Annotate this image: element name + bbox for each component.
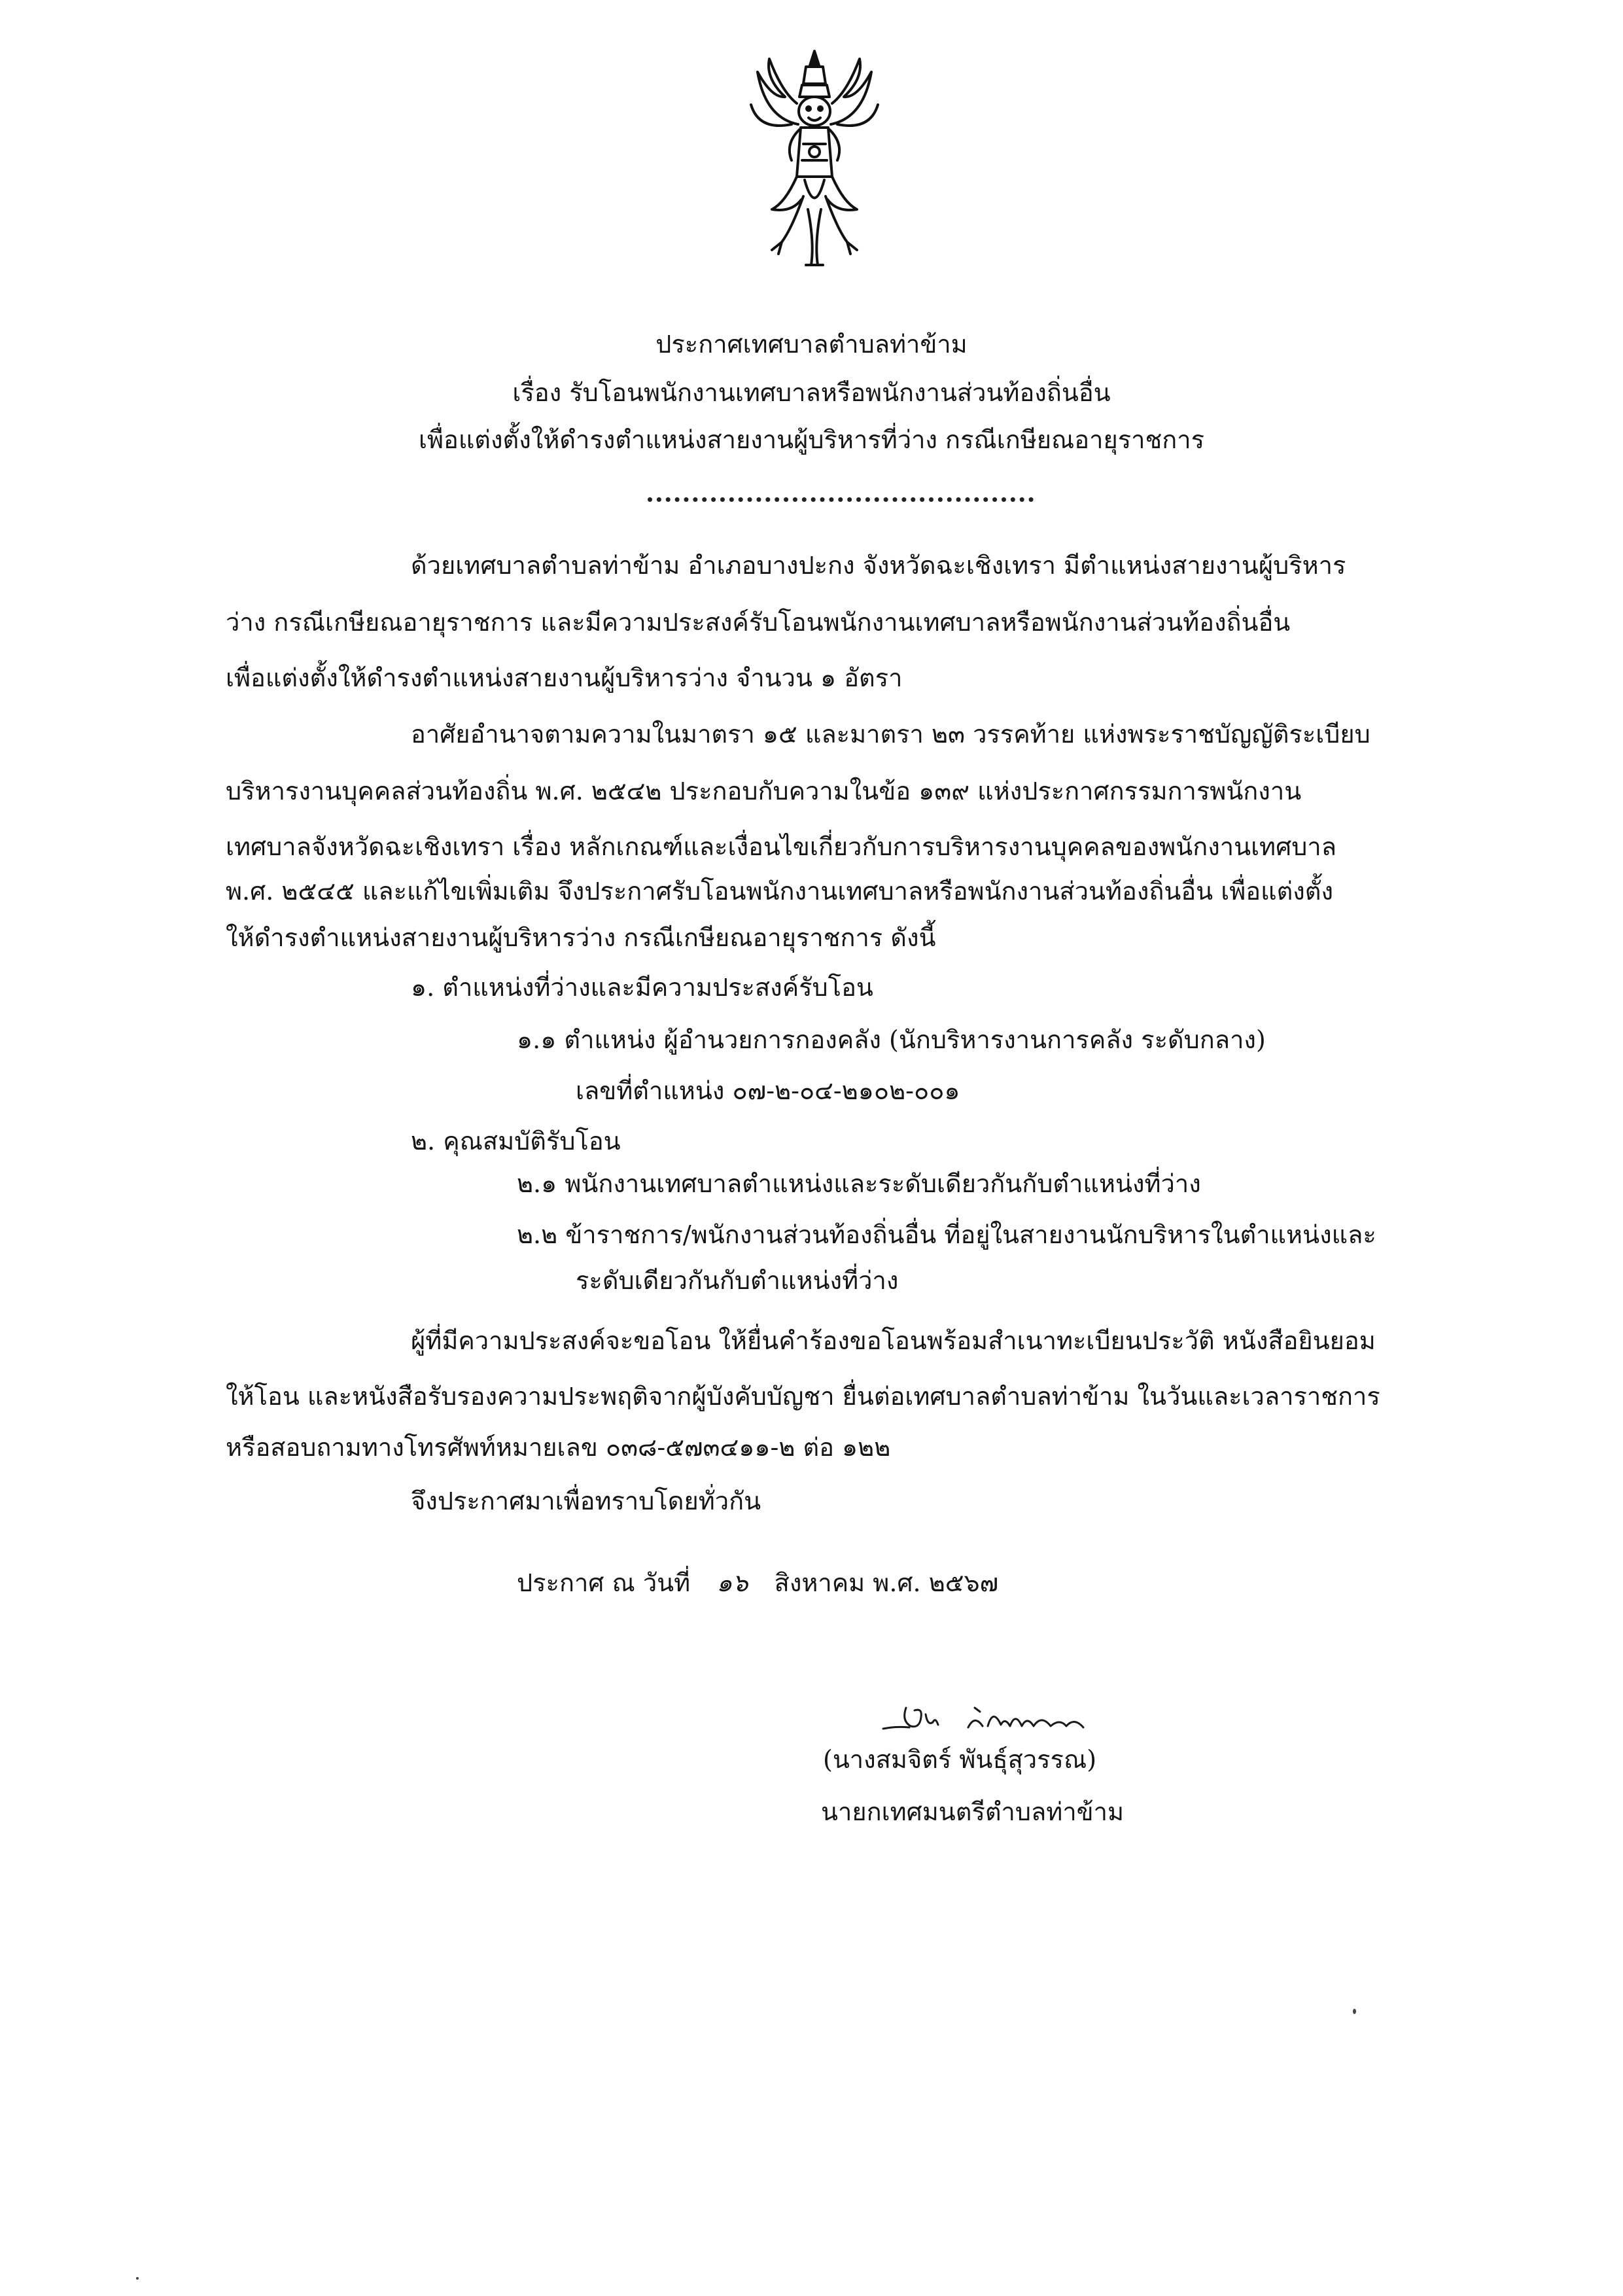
date-line [517,1564,998,1602]
para2-line-5: ให้ดำรงตำแหน่งสายงานผู้บริหารว่าง กรณีเกษียณอายุราชการ ดังนี้ [226,923,936,952]
item-1: ๑. ตำแหน่งที่ว่างและมีความประสงค์รับโอน [411,973,873,1002]
garuda-emblem-icon [746,46,883,281]
signatory-position: นายกเทศมนตรีตำบลท่าข้าม [821,1797,1125,1826]
item-2: ๒. คุณสมบัติรับโอน [411,1127,621,1156]
scan-speck [136,2277,139,2280]
para1-line-2: ว่าง กรณีเกษียณอายุราชการ และมีความประสงค์รับโอนพนักงานเทศบาลหรือพนักงานส่วนท้องถิ่นอื่น [226,608,1291,637]
para2-line-1: อาศัยอำนาจตามความในมาตรา ๑๕ และมาตรา ๒๓ วรรคท้าย แห่งพระราชบัญญัติระเบียบ [411,720,1370,749]
subject-line-2: เพื่อแต่งตั้งให้ดำรงตำแหน่งสายงานผู้บริหารที่ว่าง กรณีเกษียณอายุราชการ [418,425,1205,454]
date-day-handwritten: ๑๖ [716,1568,748,1597]
handwritten-signature [870,1688,1132,1747]
signatory-name: (นางสมจิตร์ พันธุ์สุวรรณ) [823,1745,1097,1774]
date-prefix: ประกาศ ณ วันที่ [517,1568,691,1597]
subject-line-1: เรื่อง รับโอนพนักงานเทศบาลหรือพนักงานส่วนท้องถิ่นอื่น [512,378,1111,407]
para1-line-1: ด้วยเทศบาลตำบลท่าข้าม อำเภอบางปะกง จังหวัดฉะเชิงเทรา มีตำแหน่งสายงานผู้บริหาร [411,551,1346,580]
announcement-title: ประกาศเทศบาลตำบลท่าข้าม [655,330,968,359]
scan-speck [1353,2009,1356,2014]
item-2-2-continued: ระดับเดียวกันกับตำแหน่งที่ว่าง [576,1266,899,1295]
para3-line-3: หรือสอบถามทางโทรศัพท์หมายเลข ๐๓๘-๕๗๓๔๑๑-๒ ต่อ ๑๒๒ [226,1433,891,1462]
item-1-1: ๑.๑ ตำแหน่ง ผู้อำนวยการกองคลัง (นักบริหารงานการคลัง ระดับกลาง) [517,1025,1266,1054]
item-2-1: ๒.๑ พนักงานเทศบาลตำแหน่งและระดับเดียวกันกับตำแหน่งที่ว่าง [517,1169,1201,1198]
para2-line-2: บริหารงานบุคคลส่วนท้องถิ่น พ.ศ. ๒๕๔๒ ประกอบกับความในข้อ ๑๓๙ แห่งประกาศกรรมการพนักงาน [226,777,1302,805]
para2-line-4: พ.ศ. ๒๕๔๕ และแก้ไขเพิ่มเติม จึงประกาศรับโอนพนักงานเทศบาลหรือพนักงานส่วนท้องถิ่นอื่น เพื่อแต่งตั้ง [226,877,1334,906]
date-month-year: สิงหาคม พ.ศ. ๒๕๖๗ [774,1568,999,1597]
item-2-2: ๒.๒ ข้าราชการ/พนักงานส่วนท้องถิ่นอื่น ที่อยู่ในสายงานนักบริหารในตำแหน่งและ [517,1220,1376,1249]
dotted-divider [648,497,1034,502]
item-1-1-position-number: เลขที่ตำแหน่ง ๐๗-๒-๐๔-๒๑๐๒-๐๐๑ [576,1076,960,1105]
para1-line-3: เพื่อแต่งตั้งให้ดำรงตำแหน่งสายงานผู้บริหารว่าง จำนวน ๑ อัตรา [226,663,903,692]
para3-line-2: ให้โอน และหนังสือรับรองความประพฤติจากผู้บังคับบัญชา ยื่นต่อเทศบาลตำบลท่าข้าม ในวันและเวลาราชการ [226,1382,1380,1411]
closing-statement: จึงประกาศมาเพื่อทราบโดยทั่วกัน [411,1487,761,1515]
para2-line-3: เทศบาลจังหวัดฉะเชิงเทรา เรื่อง หลักเกณฑ์และเงื่อนไขเกี่ยวกับการบริหารงานบุคคลของพนักงานเทศบาล [226,832,1336,861]
para3-line-1: ผู้ที่มีความประสงค์จะขอโอน ให้ยื่นคำร้องขอโอนพร้อมสำเนาทะเบียนประวัติ หนังสือยินยอม [411,1326,1376,1355]
